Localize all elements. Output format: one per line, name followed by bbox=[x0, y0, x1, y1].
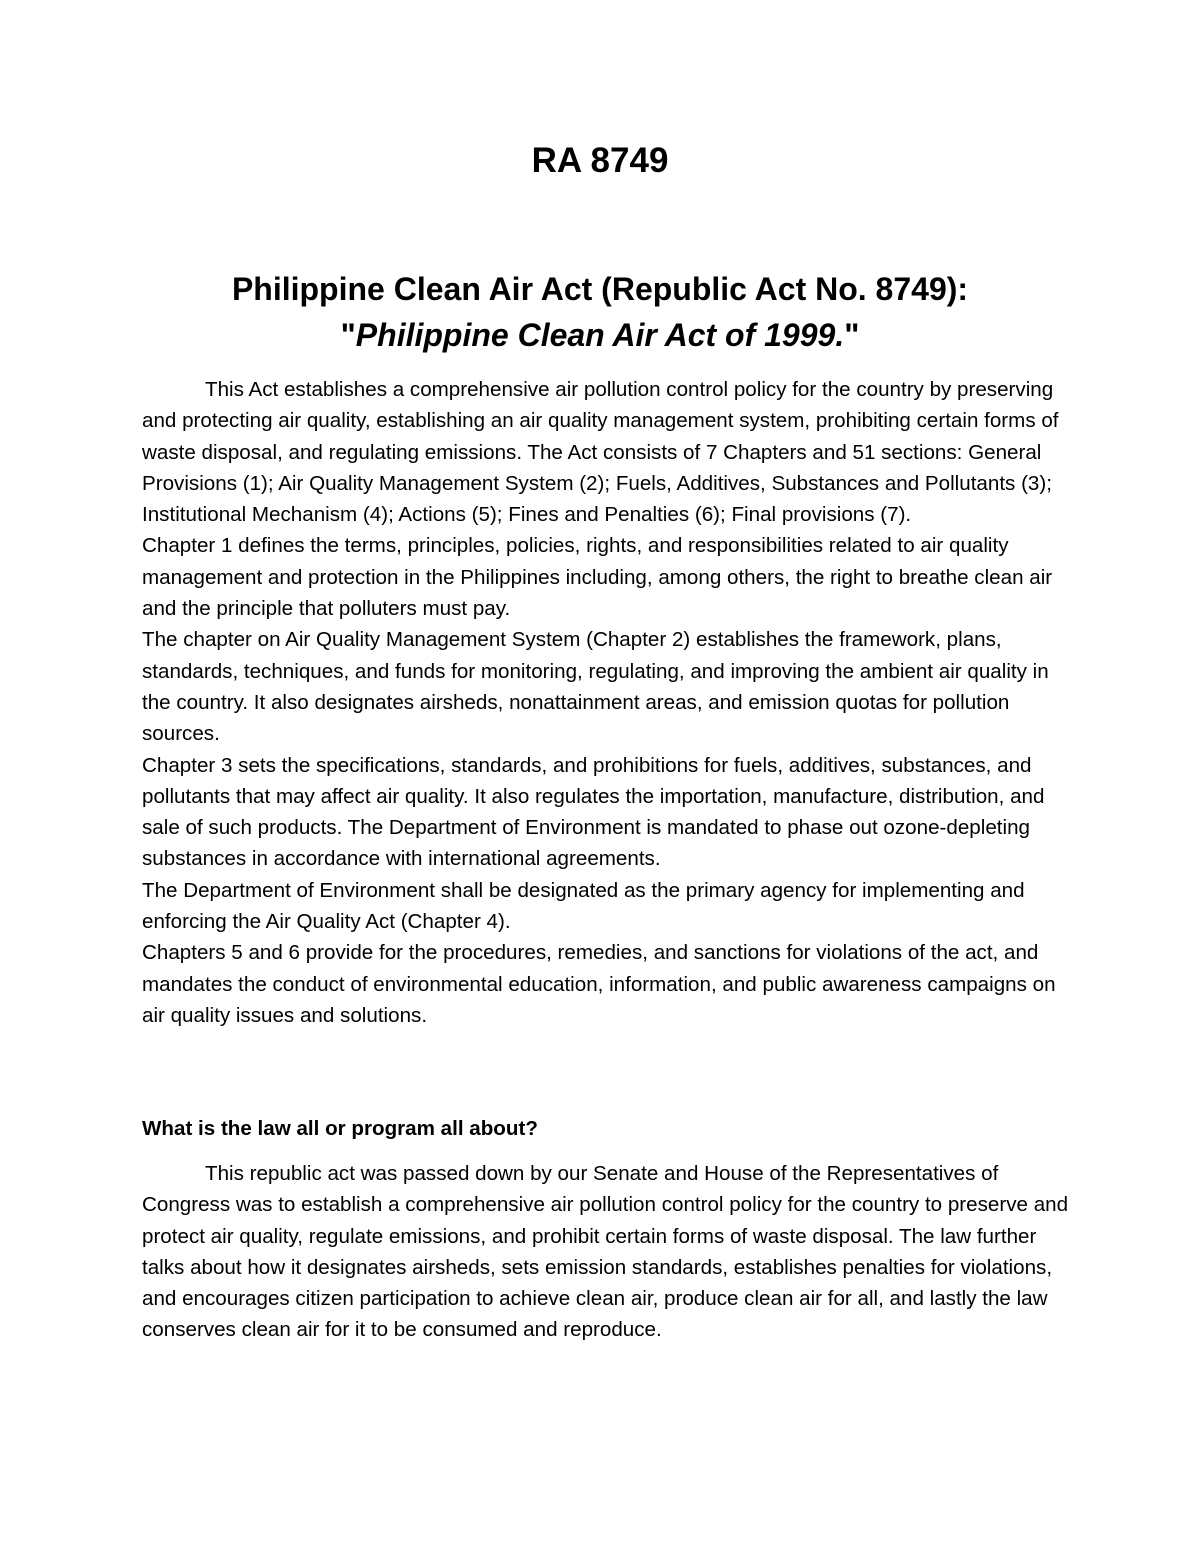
overview-paragraph: This Act establishes a comprehensive air pollution control policy for the country by preserving and protecting air quality, establishing an air quality management system, prohibiting certain forms of waste disposal, and regulating emissions. The Act consists of 7 Chapters and 51 sections: General Provisions (1); Air Quality Management System (2); Fuels, Additives, Substances and Pollutants (3); Institutional Mechanism (4); Actions (5); Fines and Penalties (6); Final provisions (7). bbox=[142, 378, 1059, 527]
answer-section bbox=[142, 1158, 1072, 1346]
question-heading: What is the law all or program all about? bbox=[142, 1117, 538, 1140]
chapter-1-paragraph: Chapter 1 defines the terms, principles, policies, rights, and responsibilities related to air quality management and protection in the Philippines including, among others, the right to breathe clean air and the principle that polluters must pay. bbox=[142, 534, 1053, 621]
chapter-2-paragraph: The chapter on Air Quality Management System (Chapter 2) establishes the framework, plans, standards, techniques, and funds for monitoring, regulating, and improving the ambient air quality in the country. It also designates airsheds, nonattainment areas, and emission quotas for pollution sources. bbox=[142, 628, 1049, 746]
open-quote: " bbox=[340, 317, 356, 353]
chapter-4-paragraph: The Department of Environment shall be designated as the primary agency for implementing and enforcing the Air Quality Act (Chapter 4). bbox=[142, 878, 1025, 934]
overview-section bbox=[142, 374, 1072, 1031]
act-heading-line-1: Philippine Clean Air Act (Republic Act No. 8749): bbox=[231, 271, 969, 307]
act-short-title: Philippine Clean Air Act of 1999. bbox=[355, 317, 845, 353]
chapter-3-paragraph: Chapter 3 sets the specifications, standards, and prohibitions for fuels, additives, substances, and pollutants that may affect air quality. It also regulates the importation, manufacture, distribution, and sale of such products. The Department of Environment is mandated to phase out ozone-depleting substances in accordance with international agreements. bbox=[142, 753, 1045, 871]
act-heading-line-2 bbox=[0, 312, 1200, 358]
act-heading bbox=[0, 266, 1200, 358]
answer-paragraph: This republic act was passed down by our Senate and House of the Representatives of Congress was to establish a comprehensive air pollution control policy for the country to preserve and protect air quality, regulate emissions, and prohibit certain forms of waste disposal. The law further talks about how it designates airsheds, sets emission standards, establishes penalties for violations, and encourages citizen participation to achieve clean air, produce clean air for all, and lastly the law conserves clean air for it to be consumed and reproduce. bbox=[142, 1162, 1069, 1342]
close-quote: " bbox=[844, 317, 860, 353]
document-title: RA 8749 bbox=[531, 141, 669, 180]
chapters-5-6-paragraph: Chapters 5 and 6 provide for the procedures, remedies, and sanctions for violations of the act, and mandates the conduct of environmental education, information, and public awareness campaigns on air quality issues and solutions. bbox=[142, 941, 1056, 1027]
